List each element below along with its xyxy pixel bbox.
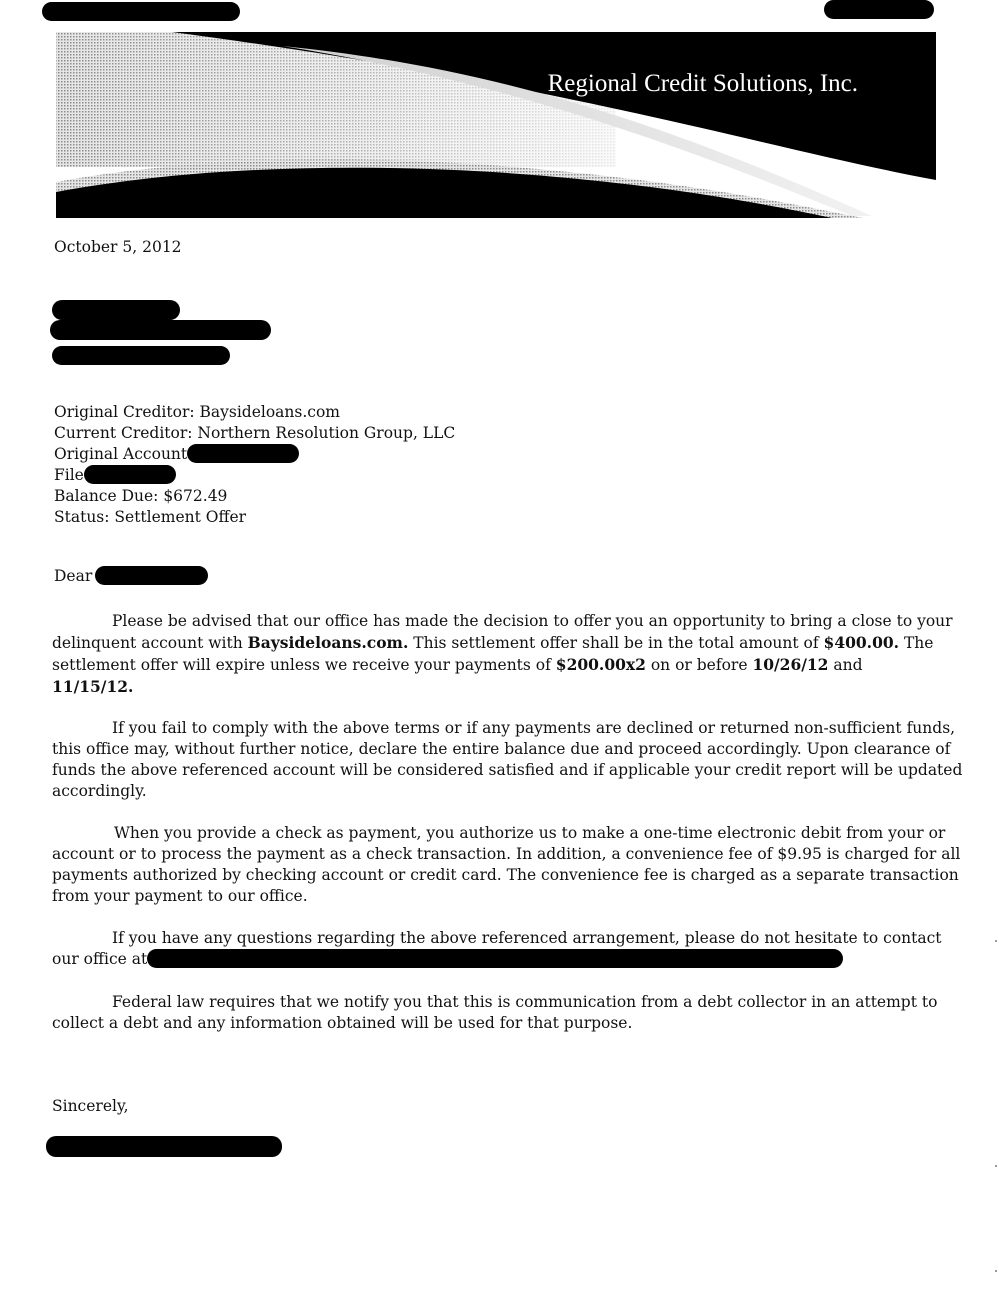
para5-line2: collect a debt and any information obtained will be used for that purpose. (52, 1014, 633, 1032)
scan-mark (995, 1270, 997, 1272)
first-due-date: 10/26/12 (752, 655, 829, 674)
current-creditor: Current Creditor: Northern Resolution Group, LLC (54, 424, 456, 442)
closing: Sincerely, (52, 1097, 129, 1115)
original-account-line (54, 444, 299, 465)
para1-text: on or before (645, 656, 753, 674)
redaction-top-right (824, 0, 934, 19)
balance-due: Balance Due: $672.49 (54, 487, 228, 505)
para2-line2: this office may, without further notice, declare the entire balance due and proceed accordingly. Upon clearance of (52, 740, 951, 758)
redaction-top-left (42, 2, 240, 21)
para5-line1: Federal law requires that we notify you that this is communication from a debt collector in an attempt to (112, 993, 938, 1011)
payment-method-paragraph (52, 823, 961, 907)
second-due-date: 11/15/12. (52, 677, 134, 696)
para1-line3 (52, 654, 937, 676)
para1-text: The (899, 634, 934, 652)
para4-line2 (52, 949, 937, 970)
scan-mark (995, 940, 997, 942)
file-line (54, 465, 176, 486)
para1-text: This settlement offer shall be in the total amount of (408, 634, 824, 652)
para1-line4 (52, 676, 937, 698)
para1-line1: Please be advised that our office has made the decision to offer you an opportunity to bring a close to your (112, 612, 953, 630)
para3-line4: from your payment to our office. (52, 887, 308, 905)
contact-paragraph (52, 928, 942, 970)
account-status: Status: Settlement Offer (54, 508, 247, 526)
terms-paragraph (52, 718, 963, 802)
para4-line1: If you have any questions regarding the above referenced arrangement, please do not hesitate to contact (112, 929, 942, 947)
redaction-address-line-3 (52, 346, 230, 365)
scan-mark (995, 1165, 997, 1167)
redaction-file-number (84, 465, 176, 484)
para4-text: our office at (52, 950, 148, 968)
settlement-offer-paragraph (52, 611, 953, 698)
redaction-signature (46, 1136, 282, 1157)
para3-line3: payments authorized by checking account or credit card. The convenience fee is charged as a separate transaction (52, 866, 959, 884)
redaction-account-number (187, 444, 299, 463)
creditor-name-bold: Baysideloans.com. (247, 633, 409, 652)
para1-line2 (52, 632, 937, 654)
file-label: File (54, 466, 84, 484)
banner-swoosh-graphic (52, 30, 936, 222)
payment-amount: $200.00x2 (555, 655, 646, 674)
para3-line1: When you provide a check as payment, you authorize us to make a one-time electronic debit from your or (114, 824, 946, 842)
para1-text: settlement offer will expire unless we receive your payments of (52, 656, 556, 674)
letter-date: October 5, 2012 (54, 238, 182, 256)
settlement-amount: $400.00. (823, 633, 900, 652)
redaction-address-line-1 (52, 300, 180, 320)
salutation: Dear (54, 567, 93, 585)
redaction-contact-info (147, 949, 843, 968)
redaction-recipient-name (95, 566, 208, 585)
para1-text: and (828, 656, 863, 674)
salutation-line (54, 566, 208, 587)
original-creditor: Original Creditor: Baysideloans.com (54, 403, 341, 421)
letterhead-banner (52, 30, 936, 222)
original-account-label: Original Account (54, 445, 188, 463)
debt-collector-notice (52, 992, 937, 1034)
para3-line2: account or to process the payment as a check transaction. In addition, a convenience fee of $9.95 is charged for all (52, 845, 961, 863)
para2-line1: If you fail to comply with the above terms or if any payments are declined or returned non-sufficient funds, (112, 719, 956, 737)
para2-line4: accordingly. (52, 782, 147, 800)
company-name: Regional Credit Solutions, Inc. (547, 70, 858, 97)
para2-line3: funds the above referenced account will be considered satisfied and if applicable your credit report will be updated (52, 761, 963, 779)
para1-text: delinquent account with (52, 634, 248, 652)
redaction-address-line-2 (50, 320, 271, 340)
